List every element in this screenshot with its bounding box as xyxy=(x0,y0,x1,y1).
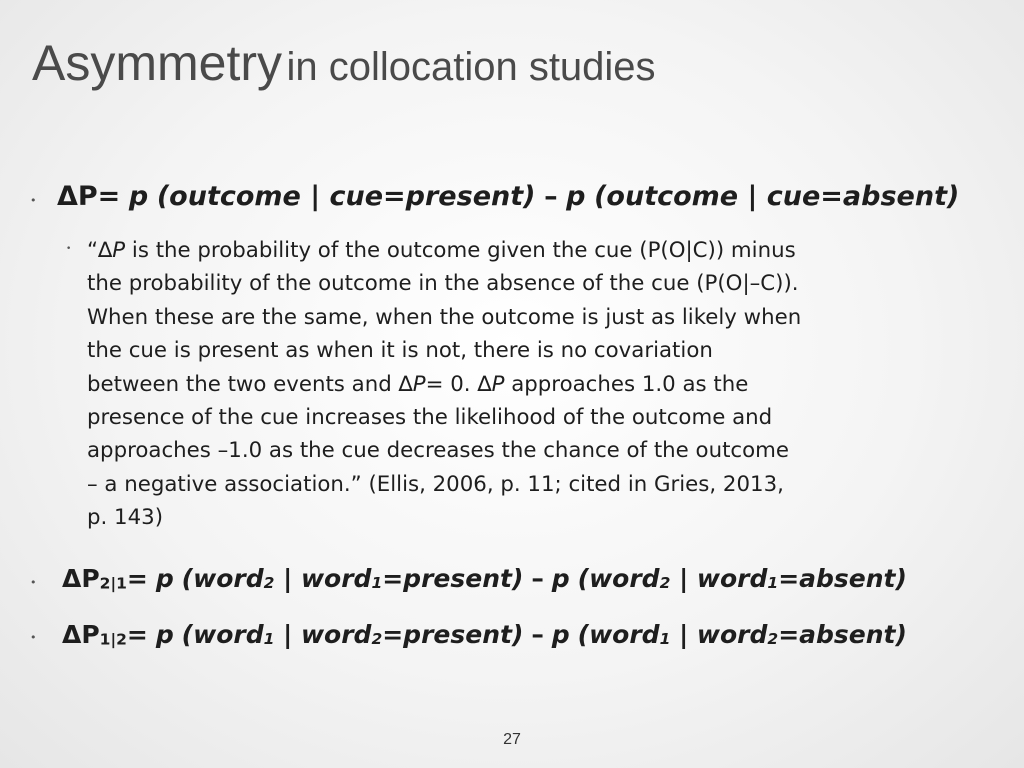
formula-delta-p xyxy=(57,183,959,210)
formula-minus: – xyxy=(544,181,558,212)
slide-title-main: Asymmetry xyxy=(32,35,282,91)
quote-line: p. 143) xyxy=(87,505,164,531)
quote-line: the probability of the outcome in the absence of the cue (P(O|–C)). xyxy=(87,271,799,297)
bullet-dot: • xyxy=(30,631,37,644)
formula-term: p xyxy=(128,181,149,212)
formula-lhs: ΔP= xyxy=(57,181,121,212)
formula-term: (outcome | cue=absent) xyxy=(594,181,960,212)
sub-bullet-dot: • xyxy=(66,244,72,254)
quote-line: between the two events and ∆P= 0. ∆P approaches 1.0 as the xyxy=(87,371,749,397)
formula-term: (outcome | cue=present) xyxy=(156,181,536,212)
page-number: 27 xyxy=(503,731,521,748)
slide-title xyxy=(32,35,656,91)
quote-block xyxy=(87,234,997,535)
quote-line: “∆P is the probability of the outcome given the cue (P(O|C)) minus xyxy=(87,238,796,263)
quote-line: approaches –1.0 as the cue decreases the chance of the outcome xyxy=(87,438,790,464)
formula-delta-p-1-2: $\Delta P_{1|2}= p$ (word1 | word2=present) – p (word1 | word2=absent) xyxy=(62,620,907,649)
quote-line: When these are the same, when the outcome is just as likely when xyxy=(87,304,802,330)
bullet-dot: • xyxy=(30,576,37,589)
formula-term: p xyxy=(566,181,586,212)
formula-delta-p-2-1: $\Delta P_{2|1}= p$ (word2 | word1=present) – p (word2 | word1=absent) xyxy=(62,564,907,593)
quote-line: the cue is present as when it is not, there is no covariation xyxy=(87,338,713,364)
slide-title-rest: in collocation studies xyxy=(286,45,656,89)
quote-line: presence of the cue increases the likelihood of the outcome and xyxy=(87,405,773,431)
quote-line: – a negative association.” (Ellis, 2006, p. 11; cited in Gries, 2013, xyxy=(87,471,784,497)
bullet-dot: • xyxy=(30,194,37,207)
